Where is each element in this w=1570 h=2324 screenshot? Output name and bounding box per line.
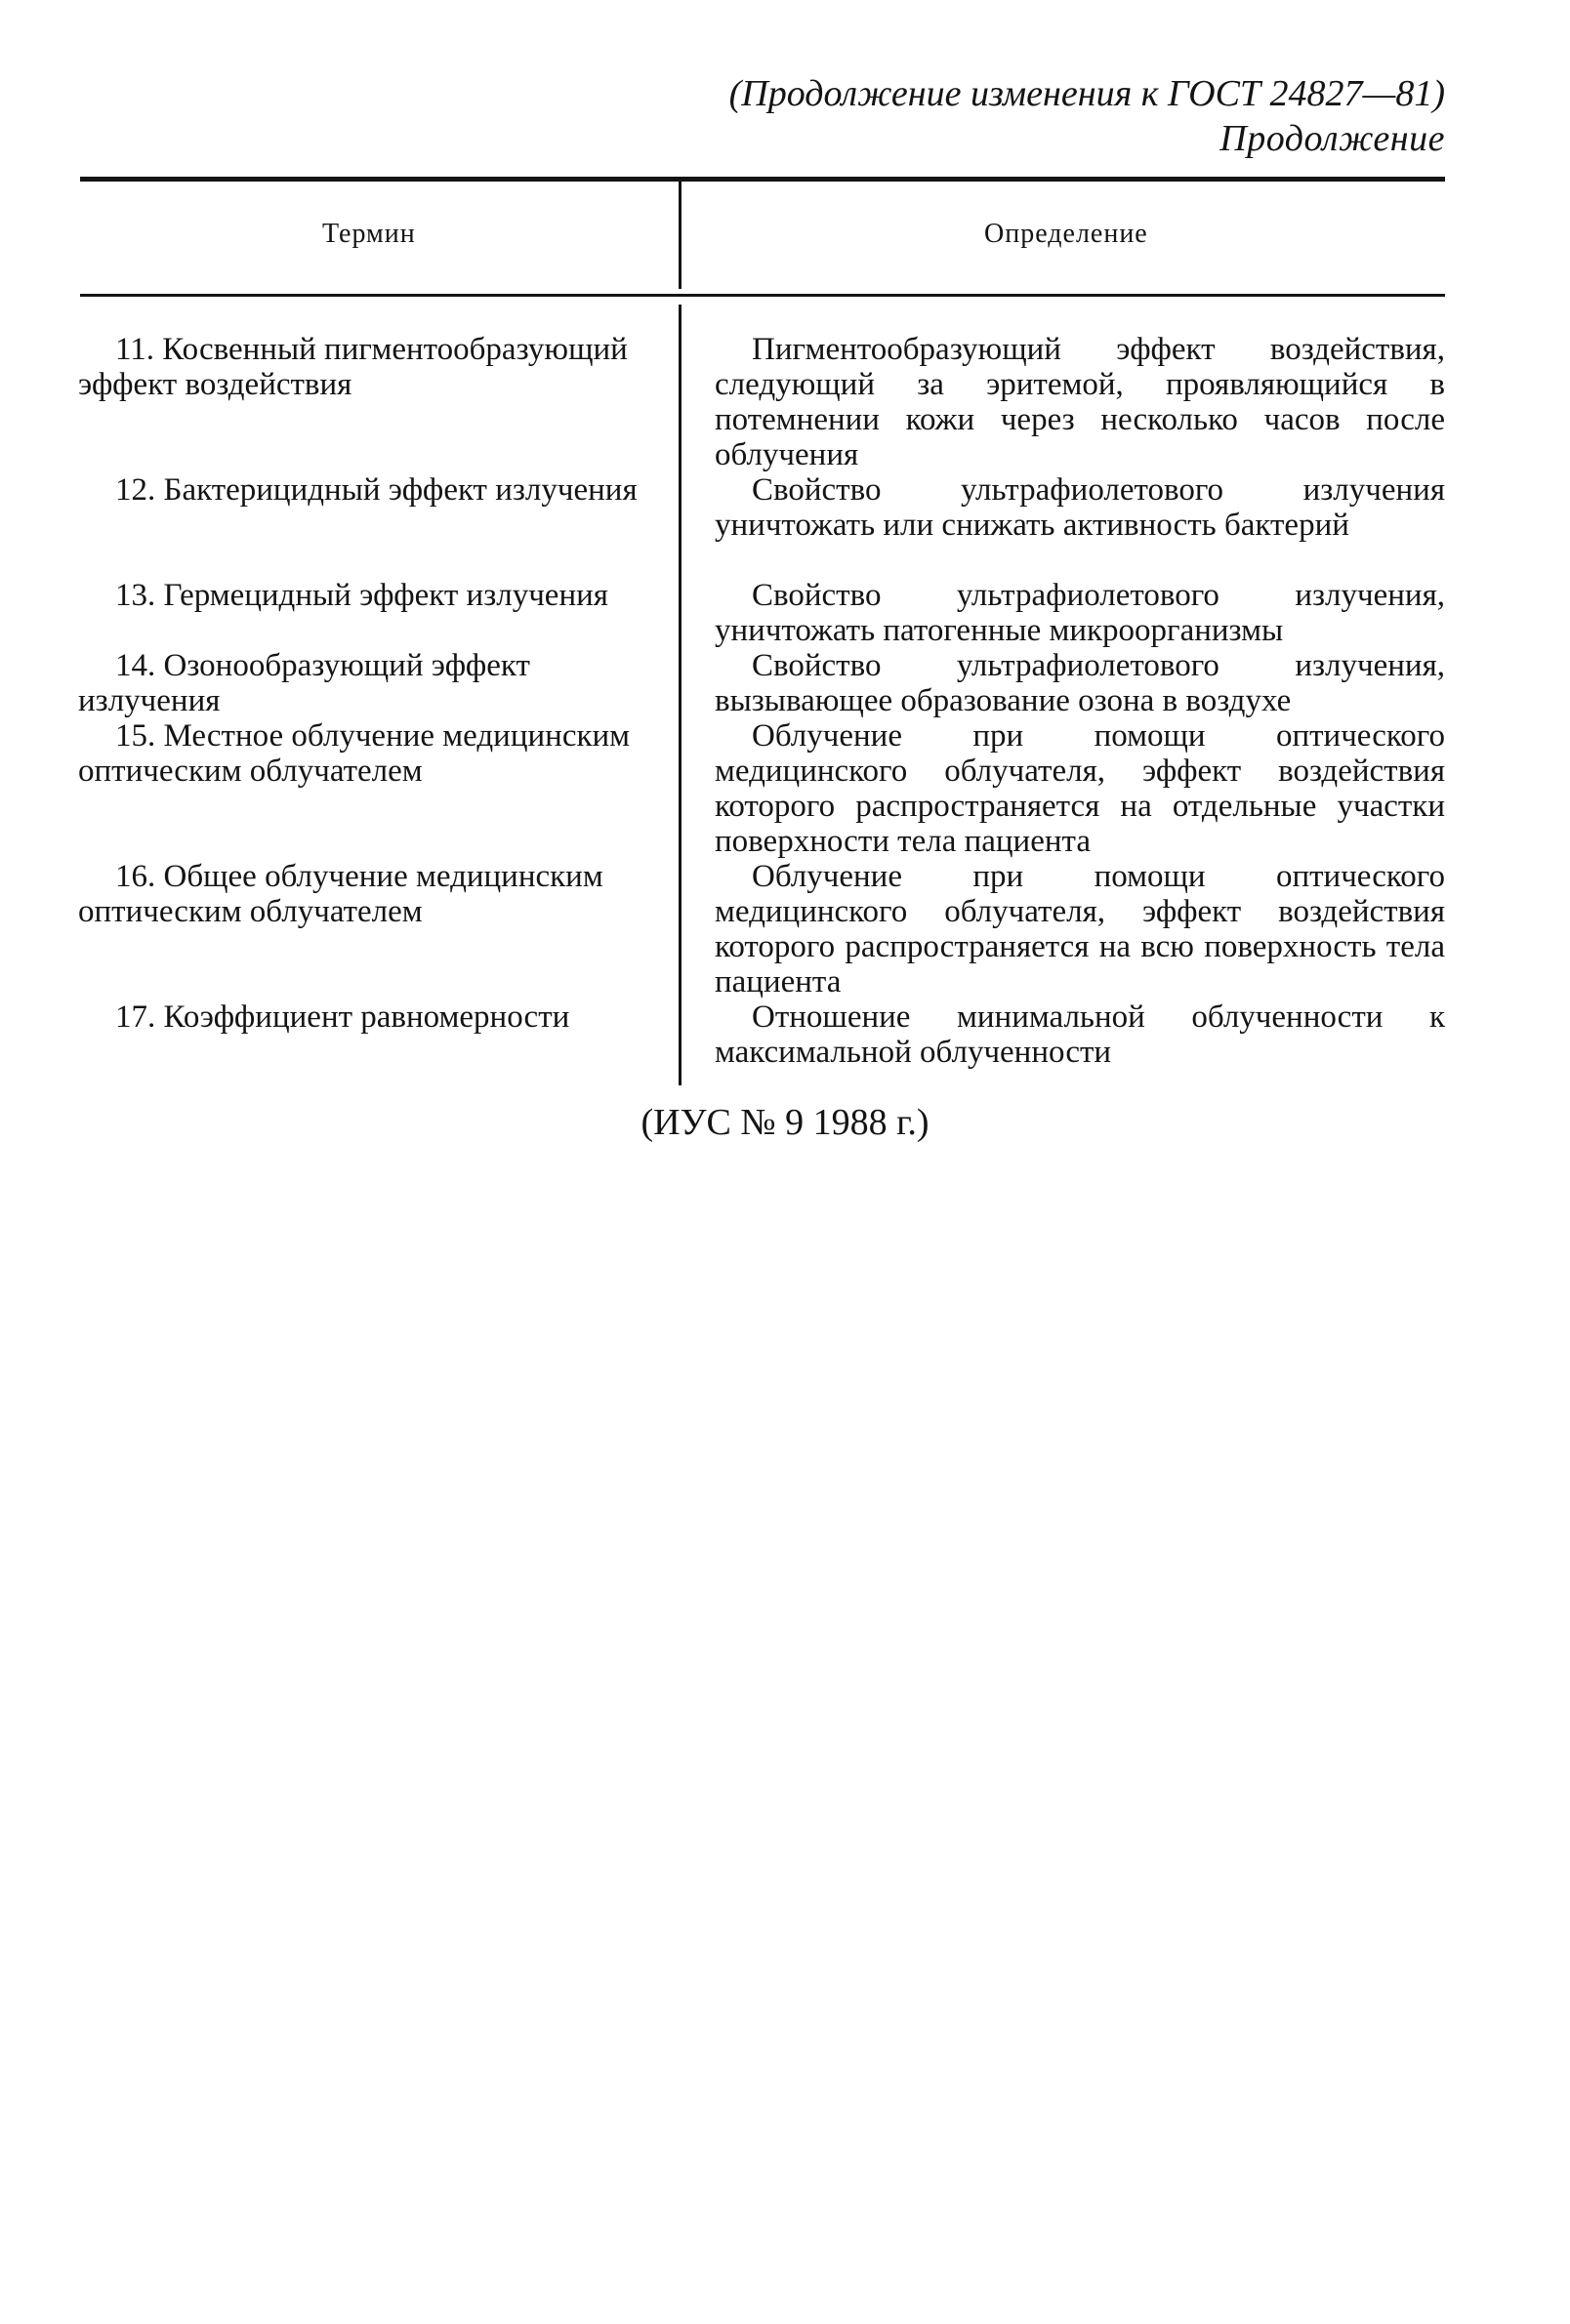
table-row-term: 13. Гермецидный эффект излучения bbox=[115, 578, 608, 613]
table-row-definition: Свойство ультрафиолетового излучения, вызывающее образование озона в воздухе bbox=[715, 648, 1445, 718]
table-row-definition: Свойство ультрафиолетового излучения уничтожать или снижать активность бактерий bbox=[715, 472, 1445, 543]
continuation-note: (Продолжение изменения к ГОСТ 24827—81) bbox=[728, 73, 1445, 114]
table-row-definition: Облучение при помощи оптического медицинского облучателя, эффект воздействия которого распространяется на отдельные участки поверхности тела пациента bbox=[715, 718, 1445, 859]
column-header-definition: Определение bbox=[984, 219, 1148, 249]
table-row-term: 14. Озонообразующий эффект излучения bbox=[78, 648, 530, 718]
continuation-subtitle: Продолжение bbox=[1219, 117, 1445, 159]
table-top-rule bbox=[80, 177, 1445, 182]
page-header bbox=[729, 72, 1445, 161]
table-header-rule bbox=[80, 294, 1445, 297]
table-row-term: 17. Коэффициент равномерности bbox=[115, 999, 570, 1035]
table-row-term: 15. Местное облучение медицинским оптическим облучателем bbox=[78, 718, 631, 789]
column-divider-body bbox=[679, 305, 682, 1085]
source-reference: (ИУС № 9 1988 г.) bbox=[640, 1102, 930, 1143]
table-row-term: 12. Бактерицидный эффект излучения bbox=[115, 472, 638, 508]
column-header-term: Термин bbox=[322, 219, 416, 249]
column-divider-header bbox=[679, 182, 682, 289]
table-row-term: 11. Косвенный пигментообразующий эффект воздействия bbox=[78, 332, 628, 402]
table-row-definition: Пигментообразующий эффект воздействия, следующий за эритемой, проявляющийся в потемнении кожи через несколько часов после облучения bbox=[715, 332, 1445, 472]
table-row-definition: Облучение при помощи оптического медицинского облучателя, эффект воздействия которого распространяется на всю поверхность тела пациента bbox=[715, 859, 1445, 999]
table-row-definition: Свойство ультрафиолетового излучения, уничтожать патогенные микроорганизмы bbox=[715, 578, 1445, 648]
table-row-definition: Отношение минимальной облученности к максимальной облученности bbox=[715, 999, 1445, 1070]
table-row-term: 16. Общее облучение медицинским оптическим облучателем bbox=[78, 859, 603, 929]
